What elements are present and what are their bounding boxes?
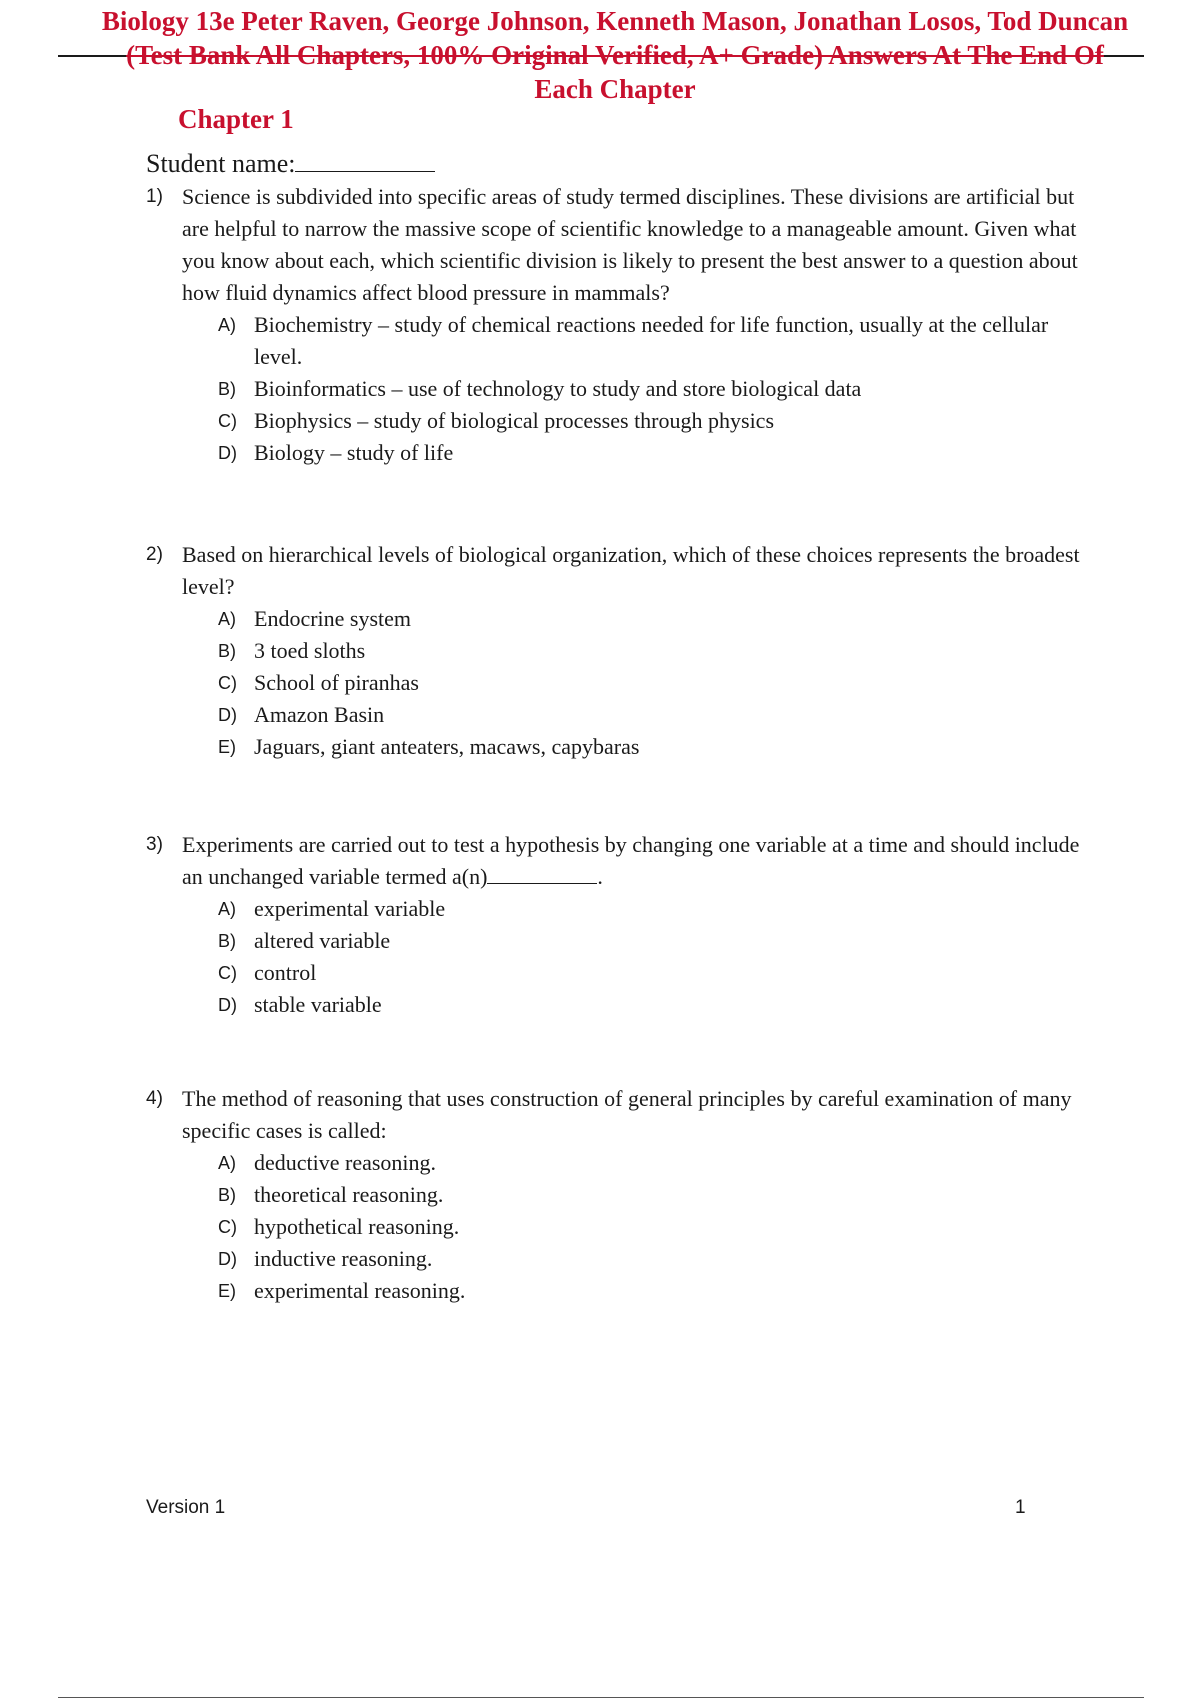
choice-letter: C) — [218, 673, 237, 693]
answer-choice — [218, 699, 1096, 731]
answer-choices — [146, 603, 1096, 763]
choice-letter: D) — [218, 995, 237, 1015]
answer-choice — [218, 1275, 1096, 1307]
choice-text: Jaguars, giant anteaters, macaws, capybaras — [254, 734, 640, 759]
choice-letter: A) — [218, 1153, 236, 1173]
choice-letter: B) — [218, 1185, 236, 1205]
answer-choice — [218, 309, 1096, 373]
chapter-heading: Chapter 1 — [178, 104, 294, 134]
choice-text: Amazon Basin — [254, 702, 385, 727]
answer-choice — [218, 1211, 1096, 1243]
choice-text: School of piranhas — [254, 670, 419, 695]
answer-choice — [218, 667, 1096, 699]
question-text: Based on hierarchical levels of biological organization, which of these choices represents the broadest level? — [182, 542, 1080, 599]
fill-in-blank — [487, 863, 597, 884]
choice-letter: B) — [218, 931, 236, 951]
choice-letter: D) — [218, 705, 237, 725]
question-number: 1) — [146, 186, 163, 207]
choice-letter: A) — [218, 315, 236, 335]
answer-choice — [218, 957, 1096, 989]
answer-choice — [218, 603, 1096, 635]
choice-letter: A) — [218, 609, 236, 629]
document-title-line-1: Biology 13e Peter Raven, George Johnson, Kenneth Mason, Jonathan Losos, Tod Duncan — [101, 6, 1129, 36]
answer-choice — [218, 893, 1096, 925]
answer-choices — [146, 893, 1096, 1021]
choice-letter: C) — [218, 1217, 237, 1237]
choice-text: experimental reasoning. — [254, 1278, 466, 1303]
question-2 — [146, 539, 1096, 763]
choice-text: deductive reasoning. — [254, 1150, 437, 1175]
choice-letter: C) — [218, 411, 237, 431]
choice-text: Bioinformatics – use of technology to study and store biological data — [254, 376, 862, 401]
choice-letter: E) — [218, 1281, 236, 1301]
question-text — [182, 829, 1096, 893]
choice-letter: B) — [218, 641, 236, 661]
answer-choice — [218, 925, 1096, 957]
question-number: 2) — [146, 544, 163, 565]
answer-choice — [218, 405, 1096, 437]
answer-choice — [218, 437, 1096, 469]
choice-text: 3 toed sloths — [254, 638, 366, 663]
answer-choices — [146, 1147, 1096, 1307]
question-text-after-blank: . — [597, 864, 603, 889]
student-name-blank — [295, 149, 435, 172]
question-text: Science is subdivided into specific areas of study termed disciplines. These divisions are artificial but are helpful to narrow the massive scope of scientific knowledge to a manageable amount. Given what you know about each, which scientific division is likely to present the best answer to a question about how fluid dynamics affect blood pressure in mammals? — [182, 184, 1078, 305]
document-title-line-3: Each Chapter — [534, 74, 696, 104]
footer-version: Version 1 — [146, 1497, 226, 1518]
choice-text: experimental variable — [254, 896, 446, 921]
answer-choice — [218, 731, 1096, 763]
answer-choices — [146, 309, 1096, 469]
choice-letter: E) — [218, 737, 236, 757]
choice-text: Endocrine system — [254, 606, 412, 631]
choice-text: inductive reasoning. — [254, 1246, 433, 1271]
student-name-field — [146, 148, 435, 180]
choice-letter: D) — [218, 443, 237, 463]
choice-letter: D) — [218, 1249, 237, 1269]
question-number: 4) — [146, 1088, 163, 1109]
question-number: 3) — [146, 834, 163, 855]
choice-text: Biophysics – study of biological processes through physics — [254, 408, 775, 433]
answer-choice — [218, 1243, 1096, 1275]
answer-choice — [218, 373, 1096, 405]
page-bottom-rule — [58, 1697, 1144, 1698]
footer-page-number: 1 — [1015, 1497, 1026, 1518]
choice-text: altered variable — [254, 928, 391, 953]
question-text: The method of reasoning that uses construction of general principles by careful examination of many specific cases is called: — [182, 1086, 1072, 1143]
choice-letter: C) — [218, 963, 237, 983]
answer-choice — [218, 635, 1096, 667]
question-text-before-blank: Experiments are carried out to test a hypothesis by changing one variable at a time and should include an unchanged variable termed a(n) — [182, 832, 1080, 889]
document-title-line-2: (Test Bank All Chapters, 100% Original Verified, A+ Grade) Answers At The End Of — [126, 40, 1104, 70]
choice-text: stable variable — [254, 992, 382, 1017]
student-name-label: Student name: — [146, 149, 296, 178]
answer-choice — [218, 989, 1096, 1021]
choice-letter: A) — [218, 899, 236, 919]
choice-text: Biochemistry – study of chemical reactions needed for life function, usually at the cellular level. — [254, 312, 1049, 369]
choice-letter: B) — [218, 379, 236, 399]
question-3 — [146, 829, 1096, 1021]
choice-text: Biology – study of life — [254, 440, 454, 465]
choice-text: theoretical reasoning. — [254, 1182, 444, 1207]
question-1 — [146, 181, 1096, 469]
question-4 — [146, 1083, 1096, 1307]
choice-text: hypothetical reasoning. — [254, 1214, 460, 1239]
answer-choice — [218, 1179, 1096, 1211]
choice-text: control — [254, 960, 317, 985]
answer-choice — [218, 1147, 1096, 1179]
